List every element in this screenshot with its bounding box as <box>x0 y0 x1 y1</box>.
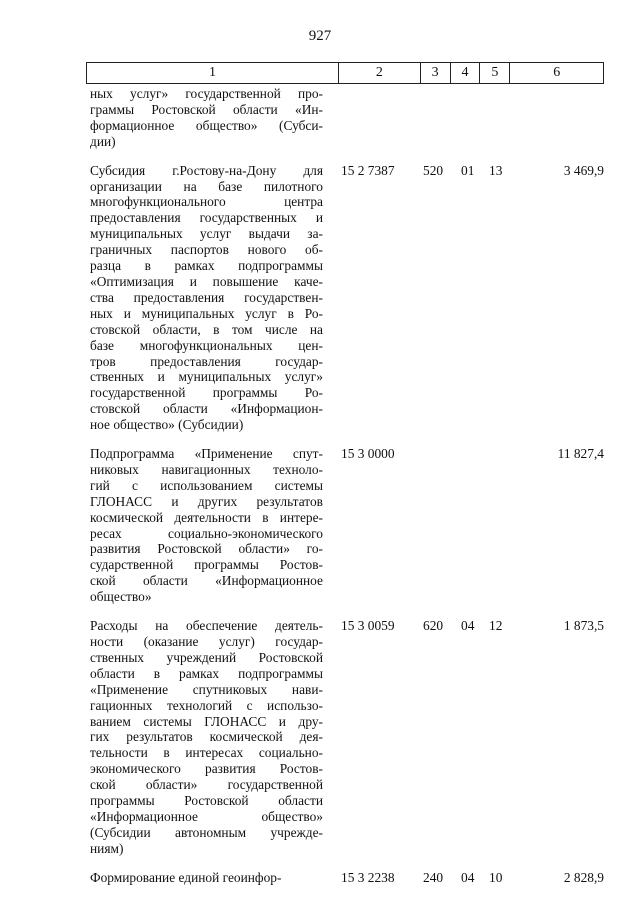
description-line: ресах социально-экономического <box>90 525 323 541</box>
row-section: 01 <box>461 162 475 178</box>
page-number: 927 <box>308 28 332 44</box>
table-header <box>86 62 604 84</box>
description-line: ниям) <box>90 840 124 856</box>
description-line: государственной программы Ро- <box>90 385 323 401</box>
row-amount: 11 827,4 <box>557 446 604 462</box>
description-line: дии) <box>90 133 116 149</box>
description-line: развития Ростовской области» го- <box>90 541 323 557</box>
description-line: сударственной программы Ростов- <box>90 557 323 573</box>
description-line: ных и муниципальных услуг в Ро- <box>90 305 323 321</box>
table-row <box>90 446 604 605</box>
description-line: «Информационное общество» <box>90 808 323 824</box>
description-line: ственных учреждений Ростовской <box>90 649 323 665</box>
table-row <box>90 618 604 857</box>
description-line: тельности в интересах социально- <box>90 745 323 761</box>
description-line: гий с использованием системы <box>90 477 323 493</box>
description-line: экономического развития Ростов- <box>90 761 323 777</box>
description-line: формационное общество» (Субси- <box>90 117 323 133</box>
description-line: ства предоставления государствен- <box>90 289 323 305</box>
description-line: ное общество» (Субсидии) <box>90 417 244 433</box>
header-col-1: 1 <box>87 63 339 83</box>
description-line: программы Ростовской области <box>90 793 323 809</box>
header-col-3: 3 <box>421 63 451 83</box>
description-line: ности (оказание услуг) государ- <box>90 634 323 649</box>
description-line: общество» <box>90 589 152 605</box>
description-line: Расходы на обеспечение деятель- <box>90 618 323 634</box>
row-amount: 3 469,9 <box>563 162 604 178</box>
table-row <box>90 870 604 886</box>
description-line: Субсидия г.Ростову-на-Дону для <box>90 162 323 178</box>
description-line: муниципальных услуг выдачи за- <box>90 226 323 242</box>
description-line: базе многофункциональных цен- <box>90 337 323 353</box>
header-col-2: 2 <box>339 63 421 83</box>
description-line: ской области» государственной <box>90 777 323 793</box>
row-code: 15 3 2238 <box>341 869 395 885</box>
row-description <box>90 163 323 433</box>
description-line: стовской области «Информацион- <box>90 401 323 417</box>
row-description <box>90 86 323 150</box>
description-line: Формирование единой геоинфор- <box>90 869 282 885</box>
row-amount: 2 828,9 <box>563 869 604 885</box>
description-line: ных услуг» государственной про- <box>90 86 323 101</box>
row-description <box>90 870 323 886</box>
description-line: тров предоставления государ- <box>90 353 323 369</box>
row-description <box>90 446 323 605</box>
description-line: ственных и муниципальных услуг» <box>90 369 323 385</box>
description-line: граммы Ростовской области «Ин- <box>90 101 323 117</box>
description-line: ской области «Информационное <box>90 573 323 589</box>
table-row <box>90 86 604 150</box>
header-col-6: 6 <box>553 65 561 80</box>
description-line: никовых навигационных техноло- <box>90 461 323 477</box>
description-line: «Оптимизация и повышение каче- <box>90 273 323 289</box>
row-code: 15 3 0000 <box>341 446 395 462</box>
row-section: 04 <box>461 618 475 634</box>
row-description <box>90 618 323 857</box>
description-line: граничных паспортов нового об- <box>90 242 323 258</box>
row-expense-type: 620 <box>423 618 444 634</box>
row-expense-type: 240 <box>423 869 444 885</box>
row-subsection: 13 <box>489 162 503 178</box>
row-code: 15 3 0059 <box>341 618 395 634</box>
description-line: гих результатов космической дея- <box>90 729 323 745</box>
description-line: (Субсидии автономным учрежде- <box>90 824 323 840</box>
description-line: космической деятельности в интере- <box>90 509 323 525</box>
header-col-5: 5 <box>480 63 510 83</box>
description-line: Подпрограмма «Применение спут- <box>90 446 323 462</box>
description-line: стовской области, в том числе на <box>90 321 323 337</box>
table-body <box>90 86 604 899</box>
row-section: 04 <box>461 869 475 885</box>
description-line: организации на базе пилотного <box>90 178 323 194</box>
table-row <box>90 163 604 433</box>
row-subsection: 10 <box>489 869 503 885</box>
row-amount: 1 873,5 <box>563 618 604 634</box>
header-col-4: 4 <box>451 63 481 83</box>
row-expense-type: 520 <box>423 162 444 178</box>
description-line: области в рамках подпрограммы <box>90 665 323 681</box>
description-line: многофункционального центра <box>90 194 323 210</box>
description-line: ванием системы ГЛОНАСС и дру- <box>90 713 323 729</box>
description-line: «Применение спутниковых нави- <box>90 681 323 697</box>
row-subsection: 12 <box>489 618 503 634</box>
description-line: разца в рамках подпрограммы <box>90 258 323 274</box>
row-code: 15 2 7387 <box>341 162 395 178</box>
description-line: гационных технологий с использо- <box>90 697 323 713</box>
description-line: предоставления государственных и <box>90 210 323 226</box>
description-line: ГЛОНАСС и других результатов <box>90 493 323 509</box>
